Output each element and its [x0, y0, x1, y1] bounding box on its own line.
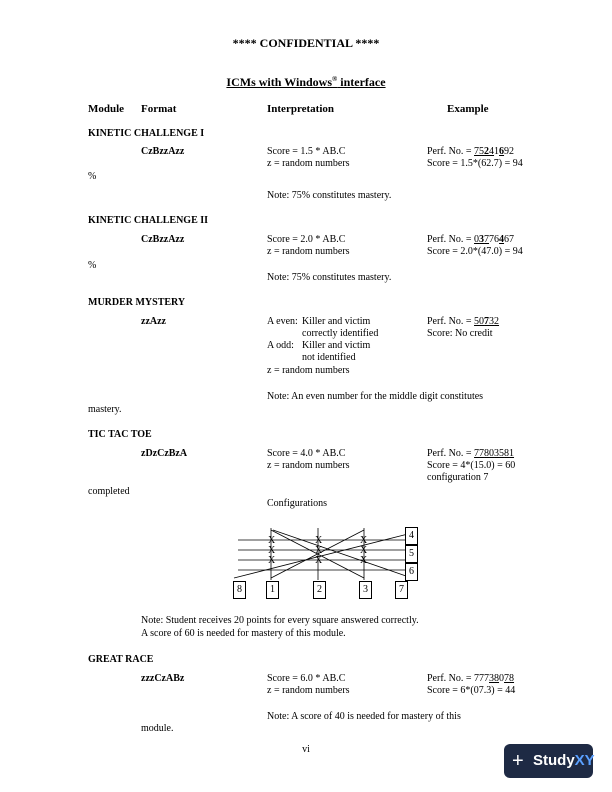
interp-tictac-line2: z = random numbers — [267, 460, 350, 471]
grid-x-mark: X — [268, 535, 276, 546]
score-tictac: Score = 4*(15.0) = 60 — [427, 460, 516, 471]
score-great: Score = 6*(07.3) = 44 — [427, 685, 516, 696]
grid-x-mark: X — [360, 545, 368, 556]
murder-even-2: correctly identified — [302, 328, 379, 339]
murder-even-label: A even: — [267, 316, 298, 327]
title-suffix: interface — [337, 75, 386, 89]
config-tictac: configuration 7 — [427, 472, 489, 483]
config-label-3: 3 — [359, 581, 372, 599]
tictac-completed: completed — [88, 486, 130, 497]
config-label-6: 6 — [405, 563, 418, 581]
page-number: vi — [302, 744, 310, 755]
perf-kinetic1: Perf. No. = 75241692 — [427, 146, 515, 157]
plus-icon: + — [512, 750, 524, 772]
interp-kinetic1-line2: z = random numbers — [267, 158, 350, 169]
grid-x-mark: X — [268, 555, 276, 566]
note-great: Note: A score of 40 is needed for mastery of this — [267, 711, 461, 722]
murder-odd-label: A odd: — [267, 340, 294, 351]
interp-kinetic2-line1: Score = 2.0 * AB.C — [267, 234, 346, 245]
tictac-note-2: A score of 60 is needed for mastery of this module. — [141, 628, 346, 639]
section-title-kinetic2: KINETIC CHALLENGE II — [88, 215, 209, 226]
config-label-7: 7 — [395, 581, 408, 599]
grid-x-mark: X — [315, 545, 323, 556]
format-tictac: zDzCzBzA — [141, 448, 188, 459]
perf-tictac: Perf. No. = 77803581 — [427, 448, 515, 459]
registered-mark: ® — [332, 75, 338, 83]
title-prefix: ICMs with Windows — [226, 75, 333, 89]
murder-odd-2: not identified — [302, 352, 356, 363]
interp-great-line2: z = random numbers — [267, 685, 350, 696]
murder-even-1: Killer and victim — [302, 316, 371, 327]
page-title — [0, 73, 612, 88]
grid-x-mark: X — [268, 545, 276, 556]
note-kinetic1: Note: 75% constitutes mastery. — [267, 190, 392, 201]
grid-x-mark: X — [360, 535, 368, 546]
config-label-1: 1 — [266, 581, 279, 599]
col-module: Module — [88, 103, 125, 115]
section-title-tictac: TIC TAC TOE — [88, 429, 152, 440]
note-murder-tail: mastery. — [88, 404, 122, 415]
interp-great-line1: Score = 6.0 * AB.C — [267, 673, 346, 684]
pct-kinetic2: % — [88, 260, 97, 271]
note-kinetic2: Note: 75% constitutes mastery. — [267, 272, 392, 283]
config-label-8: 8 — [233, 581, 246, 599]
murder-odd-1: Killer and victim — [302, 340, 371, 351]
note-great-tail: module. — [141, 723, 174, 734]
format-murder: zzAzz — [141, 316, 166, 327]
config-label-4: 4 — [405, 527, 418, 545]
score-murder: Score: No credit — [427, 328, 493, 339]
col-example: Example — [447, 103, 489, 115]
col-interpretation: Interpretation — [267, 103, 335, 115]
studyxy-logo-text: StudyXY — [533, 752, 595, 769]
interp-kinetic1-line1: Score = 1.5 * AB.C — [267, 146, 346, 157]
score-kinetic2: Score = 2.0*(47.0) = 94 — [427, 246, 523, 257]
col-format: Format — [141, 103, 177, 115]
interp-kinetic2-line2: z = random numbers — [267, 246, 350, 257]
score-kinetic1: Score = 1.5*(62.7) = 94 — [427, 158, 523, 169]
grid-x-mark: X — [360, 555, 368, 566]
studyxy-badge[interactable] — [504, 744, 593, 778]
interp-tictac-line1: Score = 4.0 * AB.C — [267, 448, 346, 459]
config-label-2: 2 — [313, 581, 326, 599]
format-kinetic1: CzBzzAzz — [141, 146, 185, 157]
configs-label: Configurations — [267, 498, 327, 509]
config-label-5: 5 — [405, 545, 418, 563]
format-kinetic2: CzBzzAzz — [141, 234, 185, 245]
grid-x-mark: X — [315, 555, 323, 566]
section-title-kinetic1: KINETIC CHALLENGE I — [88, 128, 205, 139]
note-murder: Note: An even number for the middle digit constitutes — [267, 391, 484, 402]
pct-kinetic1: % — [88, 171, 97, 182]
confidential-banner: **** CONFIDENTIAL **** — [232, 36, 380, 50]
perf-murder: Perf. No. = 50732 — [427, 316, 500, 327]
format-great: zzzCzABz — [141, 673, 185, 684]
tictac-note-1: Note: Student receives 20 points for every square answered correctly. — [141, 615, 419, 626]
section-title-great: GREAT RACE — [88, 654, 154, 665]
section-title-murder: MURDER MYSTERY — [88, 297, 186, 308]
perf-great: Perf. No. = 77738078 — [427, 673, 515, 684]
grid-x-mark: X — [315, 535, 323, 546]
perf-kinetic2: Perf. No. = 03776467 — [427, 234, 515, 245]
murder-z: z = random numbers — [267, 365, 350, 376]
